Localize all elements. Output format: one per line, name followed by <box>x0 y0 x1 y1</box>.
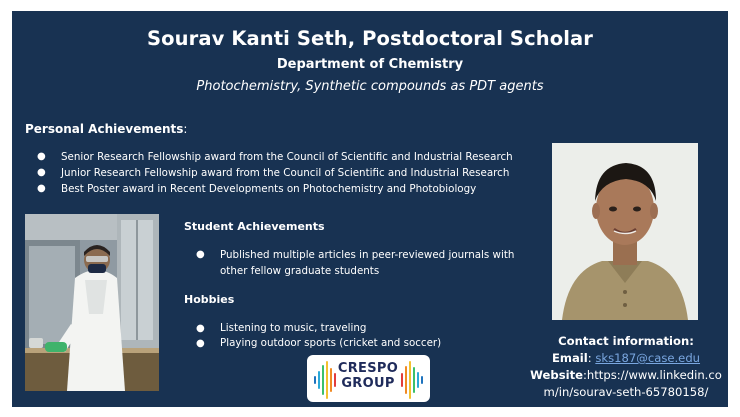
list-item <box>196 321 441 336</box>
lab-photo-illustration <box>25 214 159 391</box>
website-url-part1[interactable]: :https://www.linkedin.co <box>582 368 722 382</box>
portrait-photo <box>552 143 698 320</box>
website-line <box>526 367 726 384</box>
list-item <box>37 181 513 197</box>
list-item <box>196 247 531 279</box>
bullet-icon: ● <box>196 323 205 334</box>
contact-information <box>526 333 726 401</box>
personal-achievements-title: Personal Achievements <box>25 122 184 136</box>
contact-heading: Contact information: <box>558 334 694 348</box>
list-item <box>196 336 441 351</box>
website-url-part2[interactable]: m/in/sourav-seth-65780158/ <box>543 385 709 399</box>
personal-achievements-colon: : <box>183 122 188 136</box>
bullet-icon: ● <box>37 151 46 162</box>
student-achievements-heading: Student Achievements <box>184 220 325 233</box>
bullet-icon: ● <box>37 183 46 194</box>
list-item <box>37 165 513 181</box>
list-item-text: Senior Research Fellowship award from the Council of Scientific and Industrial Research <box>61 151 513 163</box>
email-line <box>526 350 726 367</box>
list-item <box>37 149 513 165</box>
list-item-text: Playing outdoor sports (cricket and soccer) <box>220 337 442 349</box>
email-link[interactable]: sks187@case.edu <box>595 351 701 365</box>
logo-text <box>337 361 399 391</box>
personal-achievements-list <box>37 149 513 197</box>
logo-line-2: GROUP <box>341 376 395 391</box>
research-topic: Photochemistry, Synthetic compounds as PDT agents <box>196 79 544 94</box>
bullet-icon: ● <box>196 249 205 260</box>
logo-line-1: CRESPO <box>337 361 399 376</box>
hobbies-heading: Hobbies <box>184 293 235 306</box>
list-item-text: Best Poster award in Recent Developments on Photochemistry and Photobiology <box>61 183 477 195</box>
department-label: Department of Chemistry <box>276 57 464 72</box>
website-label: Website <box>530 368 583 382</box>
list-item-text: Published multiple articles in peer-reviewed journals with other fellow graduate students <box>220 249 515 277</box>
personal-achievements-heading <box>25 122 187 136</box>
bullet-icon: ● <box>196 338 205 349</box>
lab-photo <box>25 214 159 391</box>
list-item-text: Junior Research Fellowship award from the Council of Scientific and Industrial Research <box>61 167 510 179</box>
email-separator: : <box>587 351 596 365</box>
crespo-group-logo <box>307 355 430 402</box>
bullet-icon: ● <box>37 167 46 178</box>
portrait-illustration <box>552 143 698 320</box>
hobbies-list <box>196 321 441 351</box>
page-title: Sourav Kanti Seth, Postdoctoral Scholar <box>147 27 593 50</box>
student-achievements-list <box>196 247 531 279</box>
list-item-text: Listening to music, traveling <box>220 322 367 334</box>
email-label: Email <box>551 351 588 365</box>
